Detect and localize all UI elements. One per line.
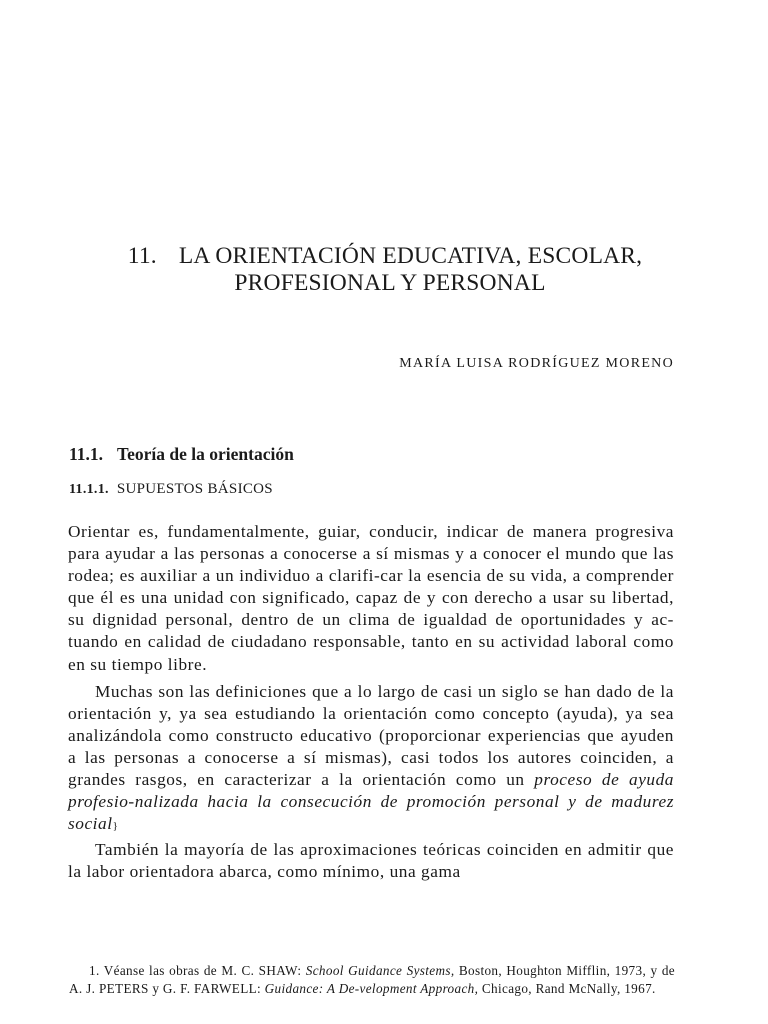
footnote-text-a: Véanse las obras de M. C. SHAW: bbox=[103, 963, 306, 978]
footnote-text-c: Chicago, Rand McNally, 1967. bbox=[478, 980, 656, 996]
footnote-title-2: Guidance: A De-velopment Approach, bbox=[264, 980, 479, 996]
paragraph-3: También la mayoría de las aproximaciones teóricas coinciden en admitir que la labor orientadora abarca, como mínimo, una gama bbox=[68, 840, 674, 882]
subsection-title: SUPUESTOS BÁSICOS bbox=[116, 481, 273, 497]
footnote bbox=[69, 962, 675, 997]
paragraph-1: Orientar es, fundamentalmente, guiar, conducir, indicar de manera progresiva para ayudar a las personas a conocerse a sí mismas y a conocer el mundo que las rodea; es auxiliar a un individuo a clarifi-car la esencia de su vida, a comprender que él es una unidad con significado, capaz de y con derecho a usar su libertad, su dignidad personal, dentro de un clima de igualdad de oportunidades y ac-tuando en calidad de ciudadano responsable, tanto en su actividad laboral como en su tiempo libre. bbox=[68, 522, 674, 674]
paragraph-2 bbox=[68, 681, 674, 838]
footnote-number: 1. bbox=[89, 963, 100, 978]
section-number: 11.1. bbox=[69, 444, 104, 464]
subsection-number: 11.1.1. bbox=[69, 482, 109, 497]
section-heading bbox=[69, 444, 294, 465]
chapter-title-line-1 bbox=[60, 243, 710, 270]
author-name: MARÍA LUISA RODRÍGUEZ MORENO bbox=[399, 356, 674, 371]
section-title: Teoría de la orientación bbox=[117, 444, 294, 464]
footnote-title-1: School Guidance Systems, bbox=[305, 963, 455, 978]
footnote-text-b: Boston, Houghton Mifflin, 1973, y de A. J. PETERS y G. F. FARWELL: bbox=[69, 963, 675, 996]
chapter-title bbox=[60, 243, 710, 297]
body-text bbox=[68, 521, 674, 886]
paragraph-2-italic: proceso de ayuda profesio-nalizada hacia la consecución de promoción personal y de madurez social bbox=[68, 770, 674, 834]
chapter-number: 11. bbox=[127, 243, 157, 269]
footnote-reference-mark: } bbox=[112, 820, 119, 833]
footnote-body bbox=[69, 962, 675, 997]
chapter-title-text-1: LA ORIENTACIÓN EDUCATIVA, ESCOLAR, bbox=[178, 243, 643, 269]
subsection-heading bbox=[69, 481, 273, 498]
paragraph-2-text: Muchas son las definiciones que a lo largo de casi un siglo se han dado de la orientación y, ya sea estudiando la orientación como concepto (ayuda), ya sea analizándola como constructo educativo (proporcionar experiencias que ayuden a las personas a conocerse a sí mismas), casi todos los autores coinciden, a grandes rasgos, en caracterizar a la orientación como un bbox=[68, 681, 674, 790]
chapter-title-line-2: PROFESIONAL Y PERSONAL bbox=[234, 270, 546, 296]
